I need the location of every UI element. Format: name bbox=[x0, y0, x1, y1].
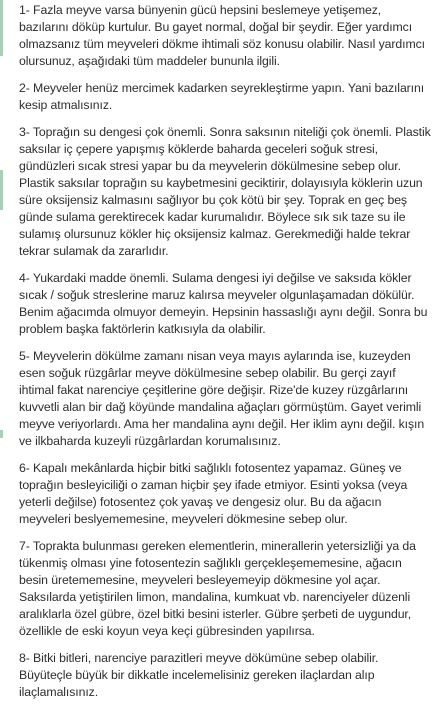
left-accent-bar bbox=[0, 170, 3, 210]
left-accent-bar bbox=[0, 430, 3, 438]
paragraph-6: 6- Kapalı mekânlarda hiçbir bitki sağlıklı fotosentez yapamaz. Güneş ve toprağın besleyiciliği o zaman hiçbir şey ifade etmiyor. Esinti yoksa (veya yeterli değilse) fotosentez çok yavaş ve dengesiz olur. Bu da ağacın meyveleri beslyememesine, meyveleri dökmesine sebep olur. bbox=[19, 461, 408, 526]
article-body bbox=[19, 2, 433, 711]
paragraph-1: 1- Fazla meyve varsa bünyenin gücü hepsini beslemeye yetişemez, bazılarını döküp kurtulur. Bu gayet normal, doğal bir şeydir. Eğer yardımcı olmazsanız tüm meyveleri dökme ihtimali söz konusu olabilir. Nasıl yardımcı olursunuz, aşağıdaki tüm maddeler bununla ilgili. bbox=[19, 3, 425, 68]
paragraph-8: 8- Bitki bitleri, narenciye parazitleri meyve dökümüne sebep olabilir. Büyüteçle büyük bir dikkatle incelemelisiniz gereken ilaçlardan alıp ilaçlamalısınız. bbox=[19, 651, 379, 699]
paragraph-3: 3- Toprağın su dengesi çok önemli. Sonra saksının niteliği çok önemli. Plastik saksılar iç çepere yapışmış köklerde baharda geceleri soğuk stresi, gündüzleri sıcak stresi yapar bu da meyvelerin dökülmesine sebep olur. Plastik saksılar toprağın su kaybetmesini geciktirir, dolayısıyla köklerin uzun süre oksijensiz kalmasını sağlıyor bu çok kötü bir şey. Toprak en geç beş günde sulama gerektirecek kadar kurumalıdır. Böylece sık sık taze su ile sulamış olursunuz kökler hiç oksijensiz kalmaz. Gerekmediği halde tekrar tekrar sulamak da zararlıdır. bbox=[19, 125, 431, 258]
paragraph-5: 5- Meyvelerin dökülme zamanı nisan veya mayıs aylarında ise, kuzeyden esen soğuk rüzgârlar meyve dökülmesine sebep olabilir. Bu gerçi zayıf ihtimal fakat narenciye çeşitlerine göre değişir. Rize'de kuzey rüzgârlarını kuvvetli alan bir dağ köyünde mandalina ağaçları görmüştüm. Gayet verimli meyve veriyorlardı. Ama her mandalina aynı değil. Her iklim aynı değil. kışın ve ilkbaharda kuzeyli rüzgârlardan korumalısınız. bbox=[19, 349, 425, 448]
left-accent-bar bbox=[0, 0, 3, 56]
paragraph-4: 4- Yukardaki madde önemli. Sulama dengesi iyi değilse ve saksıda kökler sıcak / soğuk streslerine maruz kalırsa meyveler olgunlaşamadan dökülür. Benim ağacımda olmuyor demeyin. Hepsinin hassaslığı aynı değil. Sonra bu problem başka faktörlerin katkısıyla da olabilir. bbox=[19, 271, 428, 336]
paragraph-2: 2- Meyveler henüz mercimek kadarken seyrekleştirme yapın. Yani bazılarını kesip atmalısınız. bbox=[19, 81, 425, 112]
paragraph-7: 7- Toprakta bulunması gereken elementlerin, minerallerin yetersizliği ya da tükenmiş olması yine fotosentezin sağlıklı gerçekleşememesine, ağacın besin üretememesine, meyveleri besleyemeyip dökmesine yol açar. Saksılarda yetiştirilen limon, mandalina, kumkuat vb. narenciyeler düzenli aralıklarla özel gübre, özel bitki besini isterler. Gübre şerbeti de uygundur, özellikle de eski koyun veya keçi gübresinden yapılırsa. bbox=[19, 539, 416, 638]
